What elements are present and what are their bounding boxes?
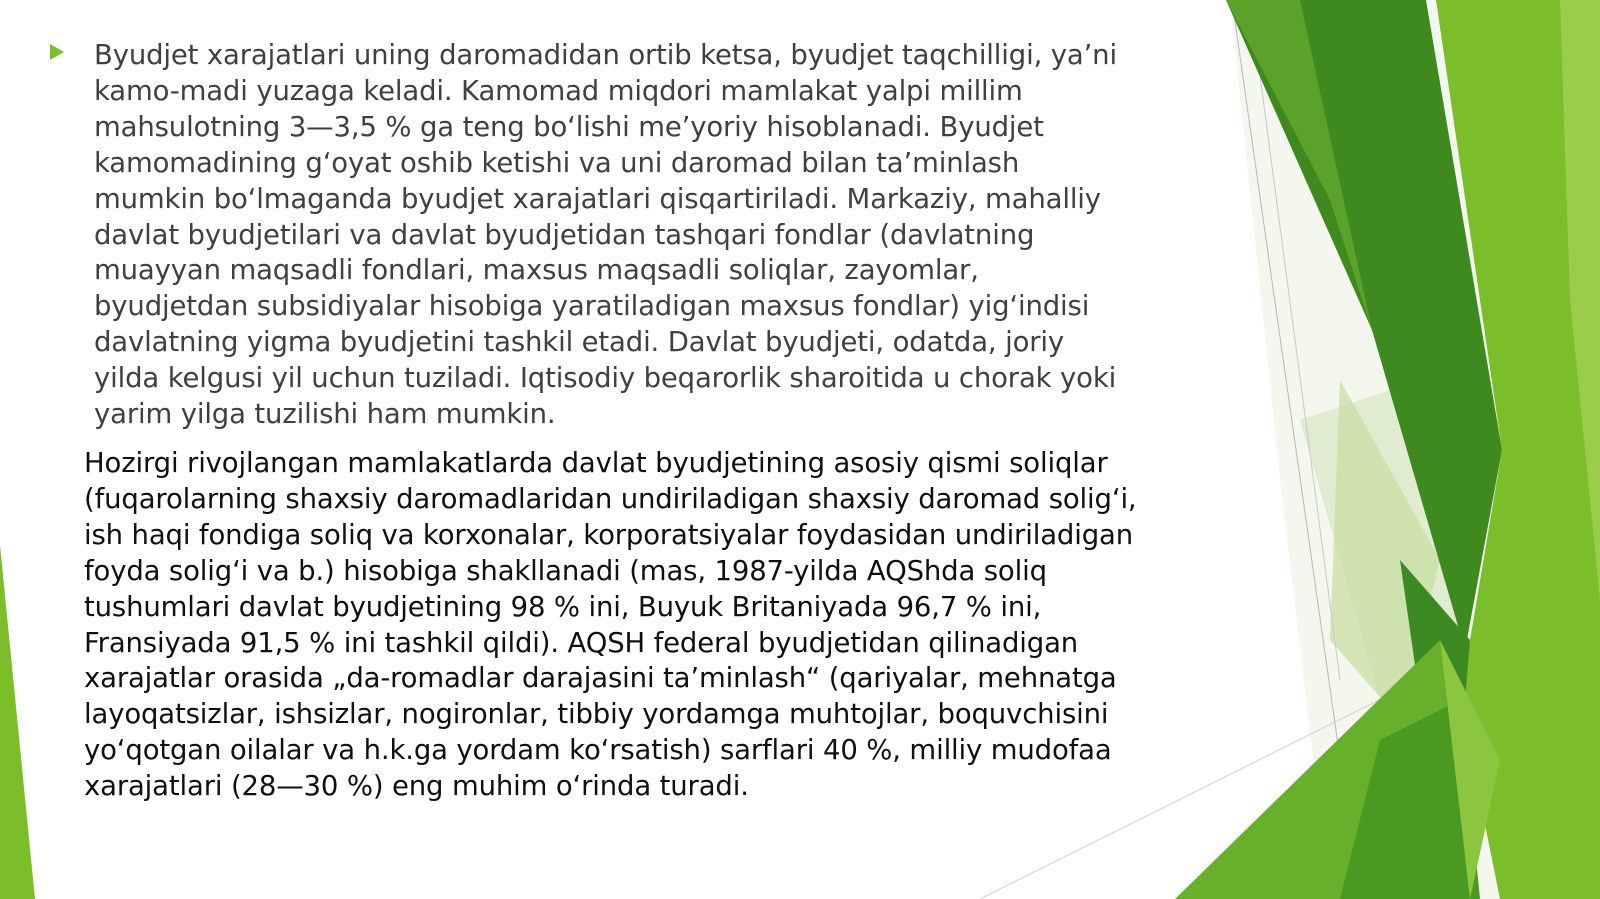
left-green-sliver — [0, 545, 35, 899]
second-paragraph-line: layoqatsizlar, ishsizlar, nogironlar, tibbiy yordamga muhtojlar, boquvchisini — [84, 698, 1109, 731]
second-paragraph-line: xarajatlari (28—30 %) eng muhim o‘rinda turadi. — [84, 770, 749, 803]
bullet-paragraph-line: kamo-madi yuzaga keladi. Kamomad miqdori mamlakat yalpi millim — [94, 74, 1023, 107]
second-paragraph-line: Fransiyada 91,5 % ini tashkil qildi). AQSH federal byudjetidan qilinadigan — [84, 626, 1079, 659]
bullet-paragraph-line: muayyan maqsadli fondlari, maxsus maqsadli soliqlar, zayomlar, — [94, 254, 979, 287]
bullet-paragraph-line: Byudjet xarajatlari uning daromadidan ortib ketsa, byudjet taqchilligi, ya’ni — [94, 39, 1117, 71]
bullet-paragraph-line: kamomadining g‘oyat oshib ketishi va uni daromad bilan ta’minlash — [94, 146, 1020, 179]
second-paragraph-line: tushumlari davlat byudjetining 98 % ini, Buyuk Britaniyada 96,7 % ini, — [84, 590, 1042, 623]
bullet-paragraph-line: davlatning yigma byudjetini tashkil etadi. Davlat byudjeti, odatda, joriy — [94, 326, 1065, 359]
second-paragraph-line: yo‘qotgan oilalar va h.k.ga yordam ko‘rsatish) sarflari 40 %, milliy mudofaa — [84, 734, 1112, 767]
bullet-paragraph-line: mumkin bo‘lmaganda byudjet xarajatlari qisqartiriladi. Markaziy, mahalliy — [94, 182, 1101, 215]
second-paragraph-line: xarajatlar orasida „da-romadlar darajasini ta’minlash“ (qariyalar, mehnatga — [84, 662, 1117, 695]
second-paragraph — [84, 446, 1137, 805]
second-paragraph-line: ish haqi fondiga soliq va korxonalar, korporatsiyalar foydasidan undiriladigan — [84, 518, 1133, 551]
bullet-paragraph-line: mahsulotning 3—3,5 % ga teng bo‘lishi me’yoriy hisoblanadi. Byudjet — [94, 110, 1044, 143]
triangle-bullet-icon — [50, 44, 64, 60]
bullet-paragraph-line: byudjetdan subsidiyalar hisobiga yaratiladigan maxsus fondlar) yig‘indisi — [94, 290, 1090, 323]
second-paragraph-line: (fuqarolarning shaxsiy daromadlaridan undiriladigan shaxsiy daromad solig‘i, — [84, 482, 1137, 515]
second-paragraph-line: Hozirgi rivojlangan mamlakatlarda davlat byudjetining asosiy qismi soliqlar — [84, 447, 1108, 479]
bullet-paragraph — [94, 38, 1117, 433]
second-paragraph-line: foyda solig‘i va b.) hisobiga shakllanadi (mas, 1987-yilda AQShda soliq — [84, 554, 1047, 587]
bullet-paragraph-line: yarim yilga tuzilishi ham mumkin. — [94, 398, 556, 431]
bullet-paragraph-line: yilda kelgusi yil uchun tuziladi. Iqtisodiy beqarorlik sharoitida u chorak yoki — [94, 362, 1117, 395]
bullet-paragraph-line: davlat byudjetilari va davlat byudjetidan tashqari fondlar (davlatning — [94, 218, 1035, 251]
